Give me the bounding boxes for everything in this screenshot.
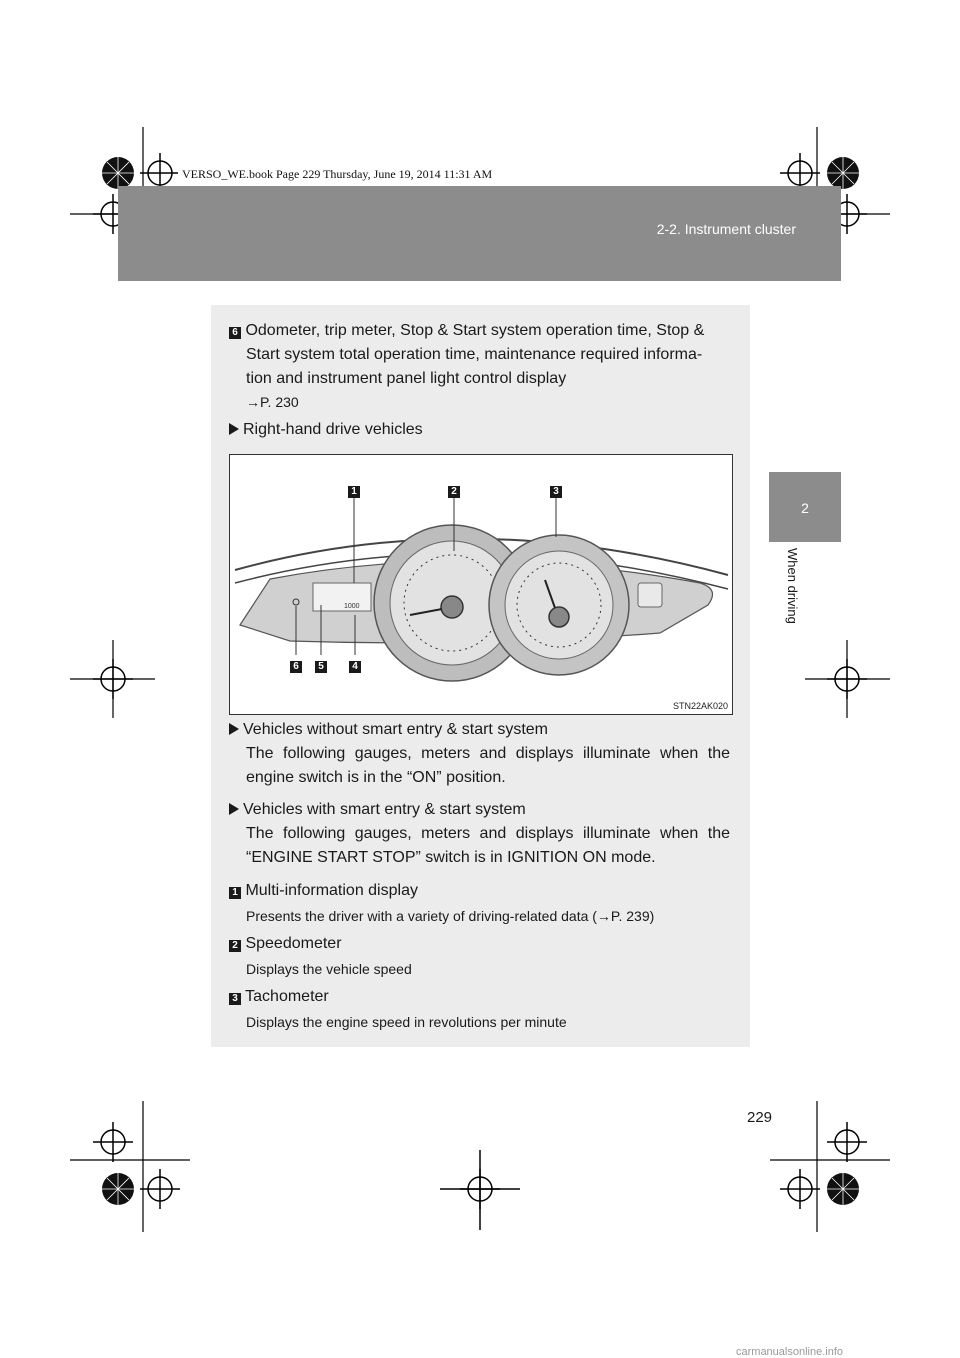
no-smart-body: The following gauges, meters and displays illuminate when the engine switch is in the “ON” position. xyxy=(246,745,730,786)
item-6-heading xyxy=(229,319,704,343)
item-1-heading xyxy=(229,879,418,903)
no-smart-heading xyxy=(229,718,548,742)
item-3-heading xyxy=(229,985,329,1009)
item-badge: 6 xyxy=(229,327,241,339)
chapter-number: 2 xyxy=(801,500,809,516)
triangle-bullet-icon xyxy=(229,723,239,735)
item-1-title: Multi-information display xyxy=(245,882,418,899)
cluster-illustration xyxy=(230,455,732,714)
book-stamp: VERSO_WE.book Page 229 Thursday, June 19, 2014 11:31 AM xyxy=(178,166,496,183)
item-2-heading xyxy=(229,932,342,956)
item-2-title: Speedometer xyxy=(245,935,342,952)
callout-badge-3: 3 xyxy=(550,486,562,498)
item-6-line-2: Start system total operation time, maintenance required informa- xyxy=(246,346,703,363)
item-badge: 3 xyxy=(229,993,241,1005)
item-6-line-3: tion and instrument panel light control display xyxy=(246,370,567,387)
rhd-heading xyxy=(229,418,423,442)
item-3-title: Tachometer xyxy=(245,988,329,1005)
callout-5 xyxy=(315,656,327,674)
callout-2 xyxy=(448,481,460,499)
odometer-reading: 1000 xyxy=(344,603,360,610)
smart-body: The following gauges, meters and displays illuminate when the “ENGINE START STOP” switch is in IGNITION ON mode. xyxy=(246,825,730,866)
item-6-line-1: Odometer, trip meter, Stop & Start system operation time, Stop & xyxy=(245,322,705,339)
page-reference: →P. 230 xyxy=(246,394,299,410)
rhd-heading-text: Right-hand drive vehicles xyxy=(243,421,423,438)
callout-badge-6: 6 xyxy=(290,661,302,673)
callout-badge-4: 4 xyxy=(349,661,361,673)
triangle-bullet-icon xyxy=(229,423,239,435)
callout-4 xyxy=(349,656,361,674)
item-1-desc: Presents the driver with a variety of driving-related data (→P. 239) xyxy=(246,908,655,924)
callout-badge-1: 1 xyxy=(348,486,360,498)
page-number: 229 xyxy=(747,1109,773,1126)
footer-watermark: carmanualsonline.info xyxy=(736,1346,844,1358)
item-badge: 1 xyxy=(229,887,241,899)
callout-6 xyxy=(290,656,302,674)
figure-code: STN22AK020 xyxy=(672,701,728,711)
no-smart-heading-text: Vehicles without smart entry & start system xyxy=(243,721,548,738)
section-title: 2-2. Instrument cluster xyxy=(656,221,796,237)
callout-badge-2: 2 xyxy=(448,486,460,498)
smart-heading-text: Vehicles with smart entry & start system xyxy=(243,801,526,818)
item-3-desc: Displays the engine speed in revolutions per minute xyxy=(246,1014,567,1030)
triangle-bullet-icon xyxy=(229,803,239,815)
item-badge: 2 xyxy=(229,940,241,952)
item-2-desc: Displays the vehicle speed xyxy=(246,961,412,977)
instrument-cluster-figure xyxy=(229,454,733,715)
chapter-title: When driving xyxy=(785,548,800,624)
callout-badge-5: 5 xyxy=(315,661,327,673)
callout-1 xyxy=(348,481,360,499)
callout-3 xyxy=(550,481,562,499)
smart-heading xyxy=(229,798,526,822)
